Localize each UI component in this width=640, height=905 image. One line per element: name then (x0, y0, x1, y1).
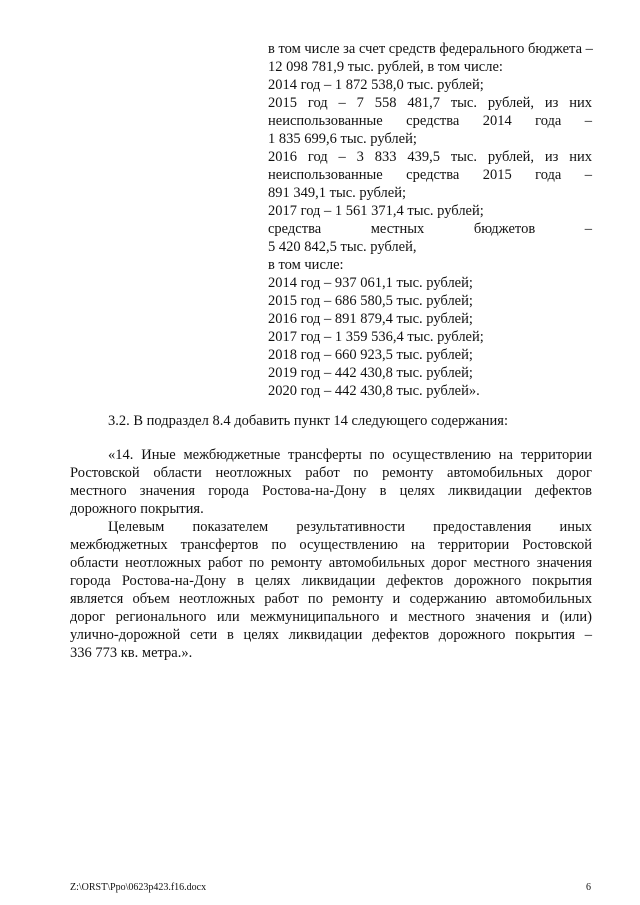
paragraph-line: города Ростова-на-Дону в целях ликвидации дефектов дорожного покрытия (70, 573, 592, 589)
budget-line: 2017 год – 1 561 371,4 тыс. рублей; (268, 203, 484, 219)
budget-line: 1 835 699,6 тыс. рублей; (268, 131, 417, 147)
budget-line: неиспользованные средства 2015 года – (268, 167, 592, 183)
budget-line: в том числе за счет средств федерального бюджета – (268, 41, 593, 57)
budget-line: 2016 год – 891 879,4 тыс. рублей; (268, 311, 473, 327)
paragraph-line: области неотложных работ по ремонту автомобильных дорог местного значения (70, 555, 592, 571)
paragraph-line: является объем неотложных работ по ремонту и содержанию автомобильных (70, 591, 592, 607)
page-number: 6 (586, 882, 591, 893)
budget-line: 2015 год – 686 580,5 тыс. рублей; (268, 293, 473, 309)
paragraph-line: местного значения города Ростова-на-Дону в целях ликвидации дефектов (70, 483, 592, 499)
paragraph-line: «14. Иные межбюджетные трансферты по осуществлению на территории (108, 447, 592, 463)
budget-line: 2016 год – 3 833 439,5 тыс. рублей, из них (268, 149, 592, 165)
paragraph-line: улично-дорожной сети в целях ликвидации дефектов дорожного покрытия – (70, 627, 592, 643)
footer-file-path: Z:\ORST\Ppo\0623p423.f16.docx (70, 882, 207, 893)
budget-line: 2015 год – 7 558 481,7 тыс. рублей, из них (268, 95, 592, 111)
budget-line: 5 420 842,5 тыс. рублей, (268, 239, 417, 255)
paragraph-line: межбюджетных трансфертов по осуществлению на территории Ростовской (70, 537, 592, 553)
budget-line: неиспользованные средства 2014 года – (268, 113, 592, 129)
paragraph-line: Целевым показателем результативности предоставления иных (108, 519, 592, 535)
paragraph-line: 336 773 кв. метра.». (70, 645, 193, 661)
budget-line: 2014 год – 937 061,1 тыс. рублей; (268, 275, 473, 291)
budget-line: средства местных бюджетов – (268, 221, 592, 237)
budget-line: 2017 год – 1 359 536,4 тыс. рублей; (268, 329, 484, 345)
paragraph-line: дорог регионального или межмуниципального и местного значения и (или) (70, 609, 592, 625)
budget-line: 2018 год – 660 923,5 тыс. рублей; (268, 347, 473, 363)
budget-line: 891 349,1 тыс. рублей; (268, 185, 406, 201)
paragraph-line: дорожного покрытия. (70, 501, 204, 517)
budget-line: 2014 год – 1 872 538,0 тыс. рублей; (268, 77, 484, 93)
budget-line: в том числе: (268, 257, 344, 273)
budget-line: 2019 год – 442 430,8 тыс. рублей; (268, 365, 473, 381)
budget-line: 2020 год – 442 430,8 тыс. рублей». (268, 383, 480, 399)
section-heading: 3.2. В подраздел 8.4 добавить пункт 14 следующего содержания: (108, 413, 508, 429)
paragraph-line: Ростовской области неотложных работ по ремонту автомобильных дорог (70, 465, 592, 481)
budget-line: 12 098 781,9 тыс. рублей, в том числе: (268, 59, 503, 75)
